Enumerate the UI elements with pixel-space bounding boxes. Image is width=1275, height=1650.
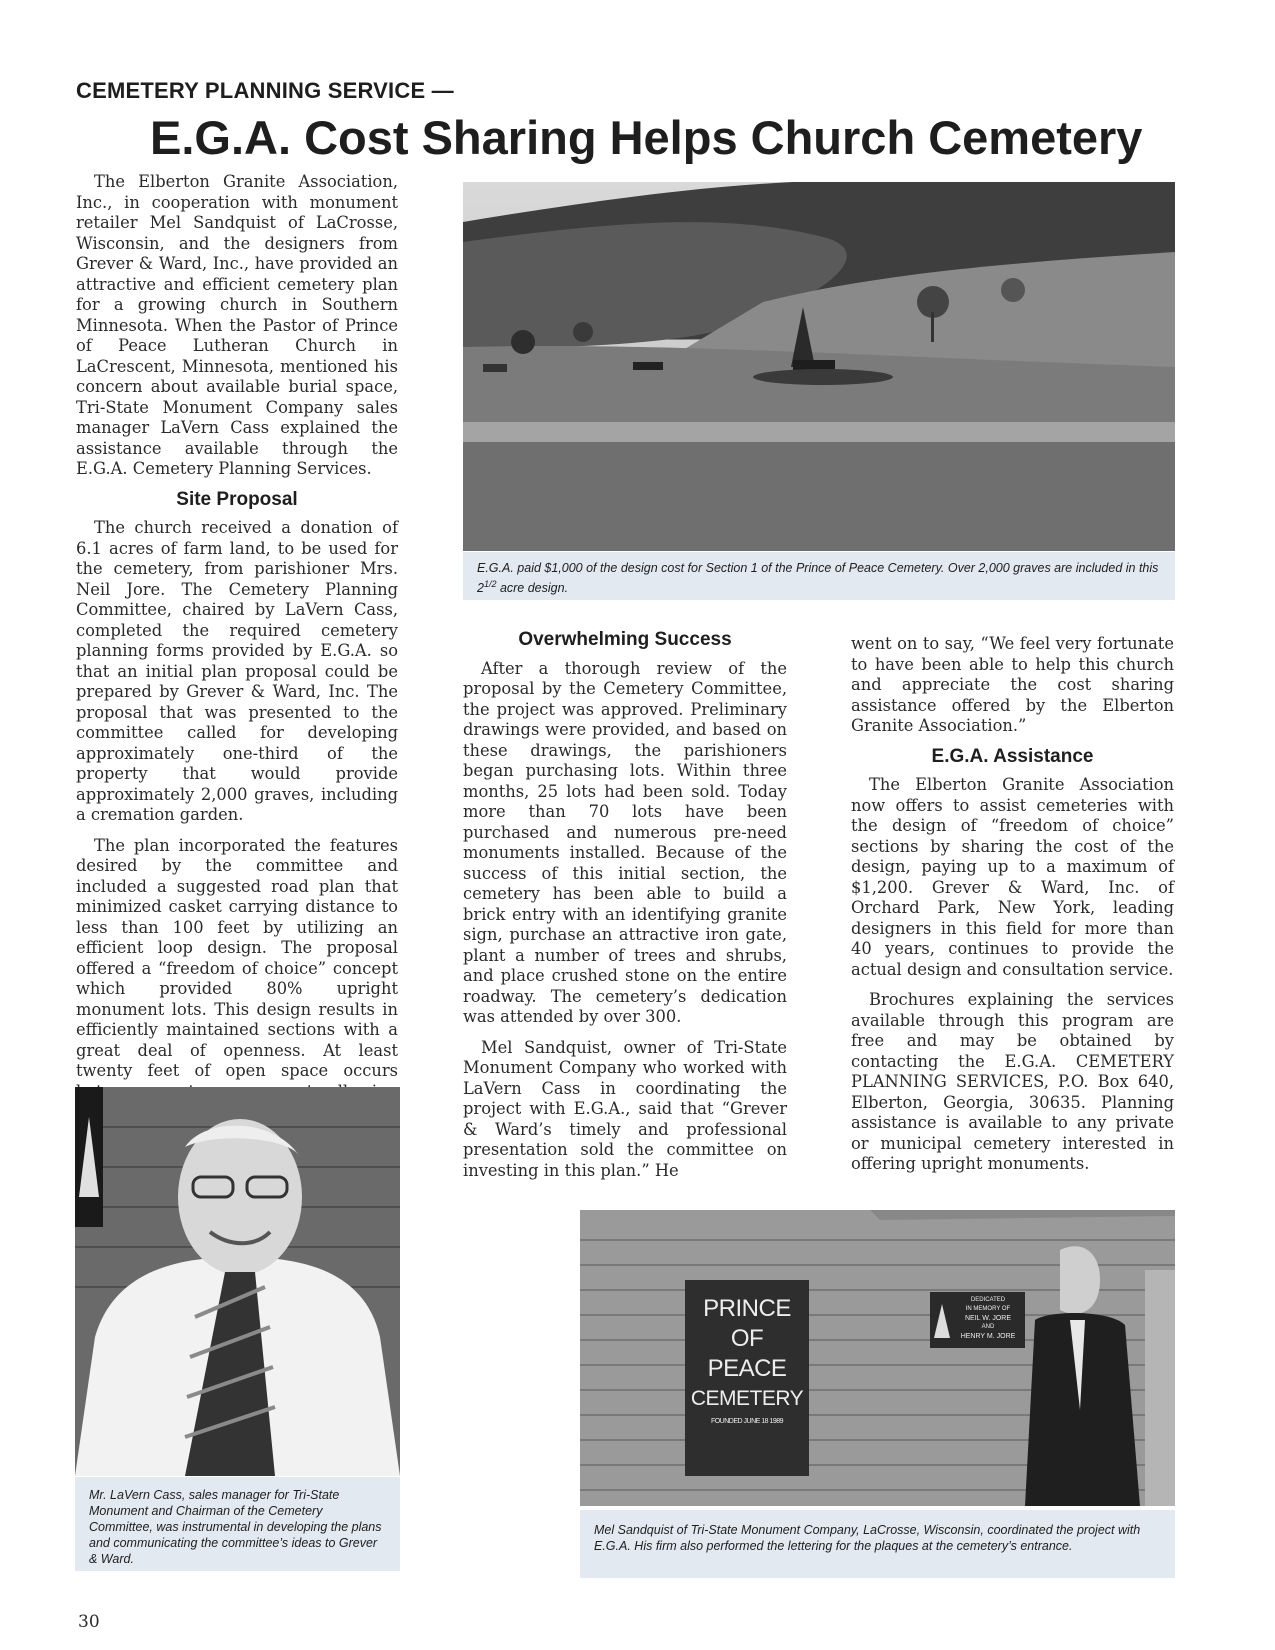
caption-landscape-text-a: E.G.A. paid $1,000 of the design cost for Section 1 of the Prince of Peace Cemetery. Over 2,000 graves are included in this 2 (477, 561, 1159, 596)
sign-line-1: PRINCE (703, 1295, 791, 1322)
column-left (76, 172, 398, 1153)
cemetery-entry-sign-photo (580, 1210, 1175, 1506)
heading-site-proposal: Site Proposal (176, 488, 298, 510)
portrait-photo-lavern-cass (75, 1087, 400, 1476)
assistance-paragraph-1: The Elberton Granite Association now offers to assist cemeteries with the design of “freedom of choice” sections by sharing the cost of the design, paying up to a maximum of $1,200. Grever & Ward, Inc. of Orchard Park, New York, leading designers in this field for more than 40 years, continues to provide the actual design and consultation service. (851, 775, 1174, 979)
plaque-line-2: IN MEMORY OF (965, 1306, 1011, 1312)
memorial-plaque-text (952, 1296, 1024, 1341)
landscape-illustration (463, 182, 1175, 551)
heading-ega-assistance: E.G.A. Assistance (931, 745, 1094, 767)
plaque-line-5: HENRY M. JORE (960, 1333, 1016, 1340)
caption-landscape-fraction: 1/2 (483, 579, 497, 589)
column-right (851, 634, 1174, 1185)
plaque-line-4: AND (981, 1324, 995, 1330)
assistance-paragraph-2: Brochures explaining the services available through this program are free and may be obtained by contacting the E.G.A. CEMETERY PLANNING SERVICES, P.O. Box 640, Elberton, Georgia, 30635. Planning assistance is available to any private or municipal cemetery interested in offering upright monuments. (851, 990, 1174, 1173)
sign-line-2: OF (730, 1325, 764, 1352)
caption-entry: Mel Sandquist of Tri-State Monument Company, LaCrosse, Wisconsin, coordinated the project with E.G.A. His firm also performed the lettering for the plaques at the cemetery’s entrance. (580, 1510, 1175, 1578)
section-kicker: CEMETERY PLANNING SERVICE — (76, 78, 454, 103)
quote-continuation: went on to say, “We feel very fortunate to have been able to help this church and appreciate the cost sharing assistance offered by the Elberton Granite Association.” (851, 634, 1174, 735)
sign-line-4: CEMETERY (690, 1387, 804, 1410)
intro-paragraph: The Elberton Granite Association, Inc., in cooperation with monument retailer Mel Sandquist of LaCrosse, Wisconsin, and the designers from Grever & Ward, Inc., have provided an attractive and efficient cemetery plan for a growing church in Southern Minnesota. When the Pastor of Prince of Peace Lutheran Church in LaCrescent, Minnesota, mentioned his concern about available burial space, Tri-State Monument Company sales manager LaVern Cass explained the assistance available through the E.G.A. Cemetery Planning Services. (76, 172, 398, 478)
success-paragraph-2: Mel Sandquist, owner of Tri-State Monument Company who worked with LaVern Cass in coordinating the project with E.G.A., said that “Grever & Ward’s timely and professional presentation sold the committee on investing in this plan.” He (463, 1037, 787, 1180)
article-headline: E.G.A. Cost Sharing Helps Church Cemetery (150, 111, 1143, 164)
success-paragraph-1: After a thorough review of the proposal by the Cemetery Committee, the project was approved. Preliminary drawings were provided, and based on these drawings, the parishioners began purchasing lots. Within three months, 25 lots had been sold. Today more than 70 lots have been purchased and numerous pre-need monuments installed. Because of the success of this initial section, the cemetery has been able to build a brick entry with an identifying granite sign, purchase an attractive iron gate, plant a number of trees and shrubs, and place crushed stone on the entire roadway. The cemetery’s dedication was attended by over 300. (463, 658, 787, 1026)
page-number: 30 (78, 1612, 100, 1632)
site-proposal-paragraph-1: The church received a donation of 6.1 acres of farm land, to be used for the cemetery, from parishioner Mrs. Neil Jore. The Cemetery Planning Committee, chaired by LaVern Cass, completed the required cemetery planning forms provided by E.G.A. so that an initial plan proposal could be prepared by Grever & Ward, Inc. The proposal that was presented to the committee called for developing approximately one-third of the property that would provide approximately 2,000 graves, including a cremation garden. (76, 518, 398, 824)
portrait-illustration (75, 1087, 400, 1476)
heading-overwhelming-success: Overwhelming Success (518, 629, 732, 650)
column-middle (463, 630, 787, 1191)
caption-landscape (463, 552, 1175, 600)
entry-illustration (580, 1210, 1175, 1506)
entry-sign-text (685, 1294, 809, 1430)
cemetery-landscape-photo (463, 182, 1175, 551)
site-proposal-paragraph-2: The plan incorporated the features desired by the committee and included a suggested road plan that minimized casket carrying distance to less than 100 feet by utilizing an efficient loop design. The proposal offered a “freedom of choice” concept which provided 80% upright monument lots. This design results in efficiently maintained sections with a great deal of openness. At least twenty feet of open space occurs (76, 835, 398, 1080)
caption-portrait: Mr. LaVern Cass, sales manager for Tri-State Monument and Chairman of the Cemetery Committee, was instrumental in developing the plans and communicating the committee’s ideas to Grever & Ward. (75, 1477, 400, 1571)
sign-line-3: PEACE (707, 1355, 787, 1382)
plaque-line-1: DEDICATED (970, 1297, 1006, 1303)
plaque-line-3: NEIL W. JORE (964, 1315, 1012, 1322)
caption-landscape-text-b: acre design. (496, 581, 569, 596)
sign-founded: FOUNDED JUNE 18 1989 (710, 1418, 784, 1425)
